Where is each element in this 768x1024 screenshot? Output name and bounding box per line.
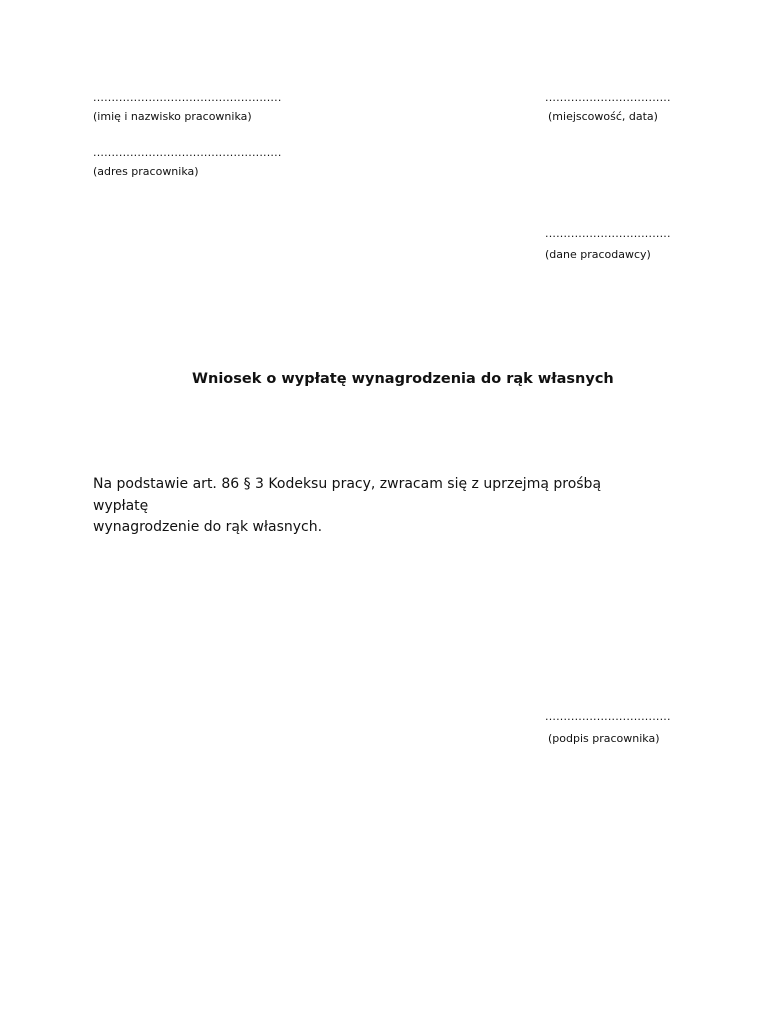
body-line-1: Na podstawie art. 86 § 3 Kodeksu pracy, zwracam się z uprzejmą prośbą wypłatę bbox=[93, 476, 602, 514]
employer-caption: (dane pracodawcy) bbox=[545, 248, 651, 261]
employee-name-caption: (imię i nazwisko pracownika) bbox=[93, 110, 252, 123]
body-paragraph bbox=[93, 474, 653, 539]
employee-address-dots: ................................................... bbox=[93, 146, 282, 159]
signature-dots: .................................. bbox=[545, 710, 671, 723]
employer-dots: .................................. bbox=[545, 227, 671, 240]
place-date-caption: (miejscowość, data) bbox=[548, 110, 658, 123]
employee-name-dots: ................................................... bbox=[93, 91, 282, 104]
place-date-dots: .................................. bbox=[545, 91, 671, 104]
body-line-2: wynagrodzenie do rąk własnych. bbox=[93, 519, 323, 535]
signature-caption: (podpis pracownika) bbox=[548, 732, 660, 745]
employee-address-caption: (adres pracownika) bbox=[93, 165, 199, 178]
document-title: Wniosek o wypłatę wynagrodzenia do rąk własnych bbox=[192, 371, 614, 387]
